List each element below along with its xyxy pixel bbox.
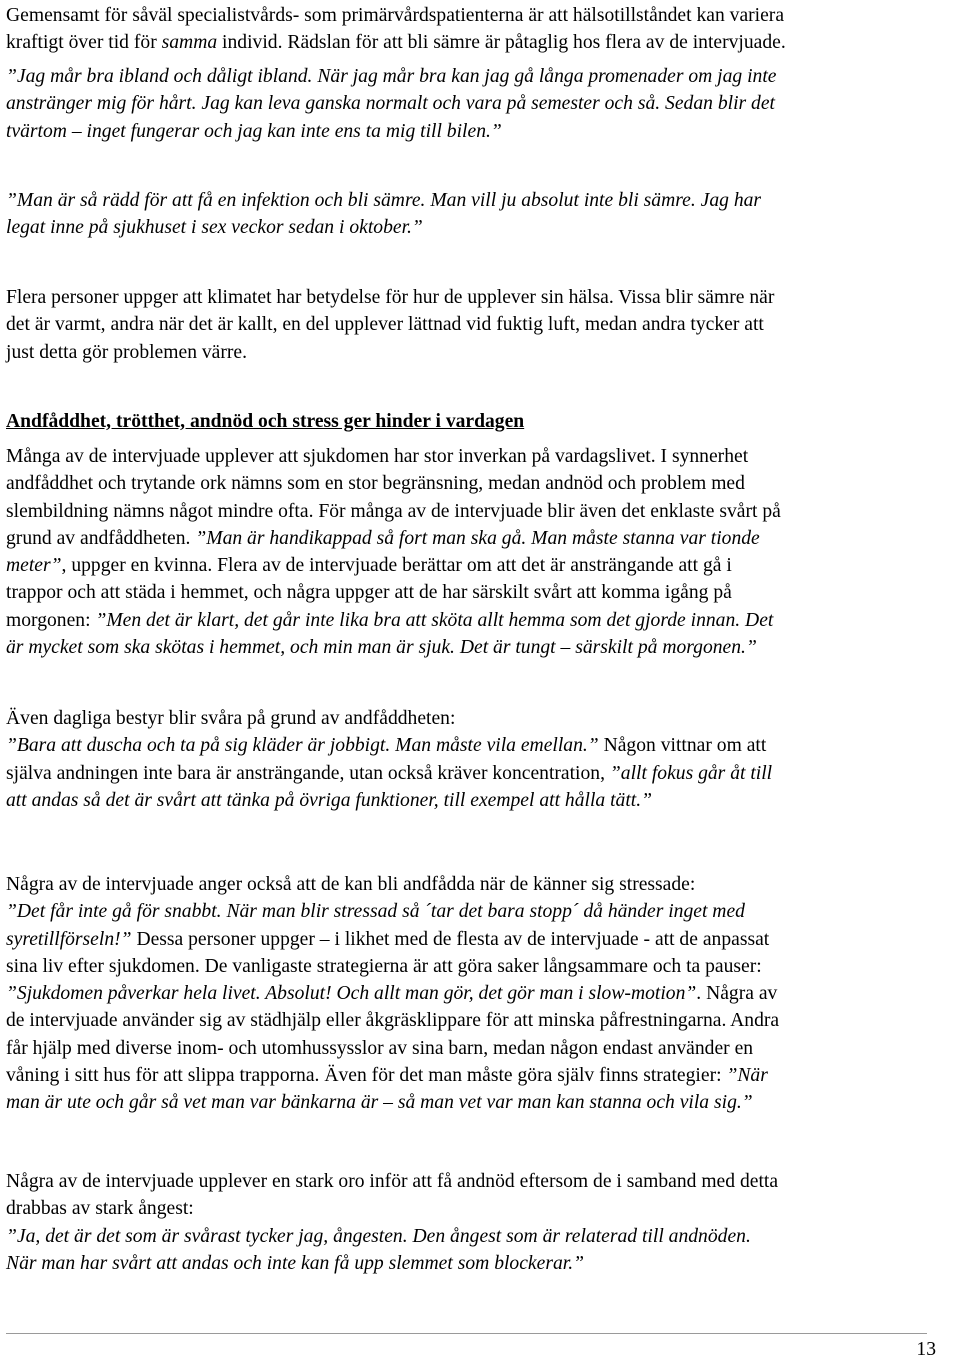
section-heading — [6, 408, 956, 435]
body-text: det är varmt, andra när det är kallt, en del upplever lättnad vid fuktig luft, medan andra tycker att — [6, 314, 764, 336]
quote-text: ”När — [726, 1065, 768, 1087]
quote-text: syretillförseln!” — [6, 928, 132, 950]
text-line — [6, 29, 956, 56]
text-line — [6, 1062, 956, 1089]
text-line — [6, 443, 956, 470]
quote-text: legat inne på sjukhuset i sex veckor sedan i oktober.” — [6, 217, 423, 239]
body-text: Många av de intervjuade upplever att sjukdomen har stor inverkan på vardagslivet. I synnerhet — [6, 446, 749, 467]
body-text: de intervjuade använder sig av städhjälp eller åkgräsklippare för att minska påfrestningarna. Andra — [6, 1010, 780, 1032]
body-text: kraftigt över tid för — [6, 32, 162, 54]
body-text: Några av de intervjuade upplever en stark oro inför att få andnöd eftersom de i samband med detta — [6, 1171, 779, 1192]
body-text: drabbas av stark ångest: — [6, 1198, 194, 1220]
quote-text: ”Ja, det är det som är svårast tycker jag, ångesten. Den ångest som är relaterad till andnöden. — [6, 1225, 751, 1247]
quote-text: man är ute och går så vet man var bänkarna är – så man vet var man kan stanna och vila sig.” — [6, 1092, 753, 1114]
quote-text: ”Jag mår bra ibland och dåligt ibland. När jag mår bra kan jag gå långa promenader om jag inte — [6, 66, 777, 87]
body-text: Gemensamt för såväl specialistvårds- som primärvårdspatienterna är att hälsotillståndet kan variera — [6, 5, 785, 26]
quote-text: är mycket som ska skötas i hemmet, och min man är sjuk. Det är tungt – särskilt på morgonen.” — [6, 637, 757, 659]
body-text: morgonen: — [6, 609, 96, 631]
text-line — [6, 1223, 956, 1250]
text-line — [6, 926, 956, 953]
text-line — [6, 579, 956, 606]
paragraph-stress — [6, 871, 956, 1117]
body-text: slembildning nämns något mindre ofta. För många av de intervjuade blir även det enklaste svårt på — [6, 500, 781, 522]
body-text: grund av andfåddheten. — [6, 527, 196, 549]
text-line — [6, 525, 956, 552]
text-line — [6, 311, 956, 338]
quote-text: anstränger mig för hårt. Jag kan leva ganska normalt och vara på semester och så. Sedan blir det — [6, 93, 775, 115]
text-line — [6, 953, 956, 980]
text-line — [6, 2, 956, 29]
quote-text: meter” — [6, 555, 62, 577]
text-line — [6, 1035, 956, 1062]
text-line — [6, 871, 956, 898]
text-line — [6, 760, 956, 787]
body-text: våning i sitt hus för att slippa trapporna. Även för det man måste göra själv finns strategier: — [6, 1065, 727, 1087]
text-line — [6, 118, 956, 145]
quote-text: När man har svårt att andas och inte kan få upp slemmet som blockerar.” — [6, 1252, 584, 1274]
body-text: andfåddhet och trytande ork nämns som en stor begränsning, medan andnöd och problem med — [6, 473, 745, 495]
quote-text: ”Bara att duscha och ta på sig kläder är jobbigt. Man måste vila emellan.” — [6, 735, 599, 757]
body-text: individ. Rädslan för att bli sämre är påtaglig hos flera av de intervjuade. — [217, 32, 786, 54]
quote-infection-fear — [6, 187, 956, 242]
text-line — [6, 470, 956, 497]
text-line — [6, 1089, 956, 1116]
paragraph-health-variation — [6, 2, 956, 57]
text-line — [6, 607, 956, 634]
text-line — [6, 90, 956, 117]
text-line — [6, 214, 956, 241]
paragraph-climate — [6, 284, 956, 366]
quote-text: att andas så det är svårt att tänka på övriga funktioner, till exempel att hålla tätt.” — [6, 789, 653, 811]
body-text: Andfåddhet, trötthet, andnöd och stress ger hinder i vardagen — [6, 411, 525, 432]
paragraph-daily-chores — [6, 705, 956, 814]
body-text: sina liv efter sjukdomen. De vanligaste strategierna är att göra saker långsammare och ta pauser: — [6, 955, 762, 977]
page-number: 13 — [916, 1339, 936, 1360]
text-line — [6, 898, 956, 925]
text-line — [6, 705, 956, 732]
text-line — [6, 408, 956, 435]
text-line — [6, 732, 956, 759]
text-line — [6, 634, 956, 661]
text-line — [6, 1195, 956, 1222]
text-line — [6, 787, 956, 814]
body-text: trappor och att städa i hemmet, och några uppger att de har särskilt svårt att komma igång på — [6, 582, 732, 604]
text-line — [6, 1007, 956, 1034]
text-line — [6, 1168, 956, 1195]
text-line — [6, 980, 956, 1007]
text-line — [6, 63, 956, 90]
body-text: Några av de intervjuade anger också att de kan bli andfådda när de känner sig stressade: — [6, 874, 696, 895]
text-line — [6, 1250, 956, 1277]
body-text: . Några av — [696, 983, 778, 1005]
body-text: själva andningen inte bara är ansträngande, utan också kräver koncentration, — [6, 762, 610, 784]
text-line — [6, 339, 956, 366]
quote-text: ”Man är så rädd för att få en infektion och bli sämre. Man vill ju absolut inte bli sämre. Jag har — [6, 190, 762, 211]
quote-text: samma — [161, 32, 218, 54]
body-text: Även dagliga bestyr blir svåra på grund av andfåddheten: — [6, 708, 456, 729]
body-text: , uppger en kvinna. Flera av de intervjuade berättar om att det är ansträngande att gå i — [61, 555, 732, 577]
quote-text: ”allt fokus går åt till — [609, 762, 773, 784]
paragraph-anxiety — [6, 1168, 956, 1277]
body-text: just detta gör problemen värre. — [6, 341, 248, 363]
paragraph-everyday-impact — [6, 443, 956, 661]
quote-good-bad-days — [6, 63, 956, 145]
text-line — [6, 284, 956, 311]
quote-text: ”Det får inte gå för snabbt. När man blir stressad så ´tar det bara stopp´ då händer inget med — [6, 901, 745, 923]
body-text: Någon vittnar om att — [598, 735, 767, 757]
text-line — [6, 552, 956, 579]
footer-rule — [6, 1333, 927, 1334]
text-line — [6, 187, 956, 214]
text-line — [6, 498, 956, 525]
body-text: Dessa personer uppger – i likhet med de flesta av de intervjuade - att de anpassat — [131, 928, 770, 950]
quote-text: tvärtom – inget fungerar och jag kan inte ens ta mig till bilen.” — [6, 120, 502, 142]
body-text: Flera personer uppger att klimatet har betydelse för hur de upplever sin hälsa. Vissa blir sämre när — [6, 287, 775, 308]
quote-text: ”Sjukdomen påverkar hela livet. Absolut! Och allt man gör, det gör man i slow-motion” — [6, 983, 697, 1005]
quote-text: ”Man är handikappad så fort man ska gå. Man måste stanna var tionde — [195, 527, 760, 549]
body-text: får hjälp med diverse inom- och utomhussysslor av sina barn, medan någon endast använder en — [6, 1037, 754, 1059]
quote-text: ”Men det är klart, det går inte lika bra att sköta allt hemma som det gjorde innan. Det — [95, 609, 774, 631]
